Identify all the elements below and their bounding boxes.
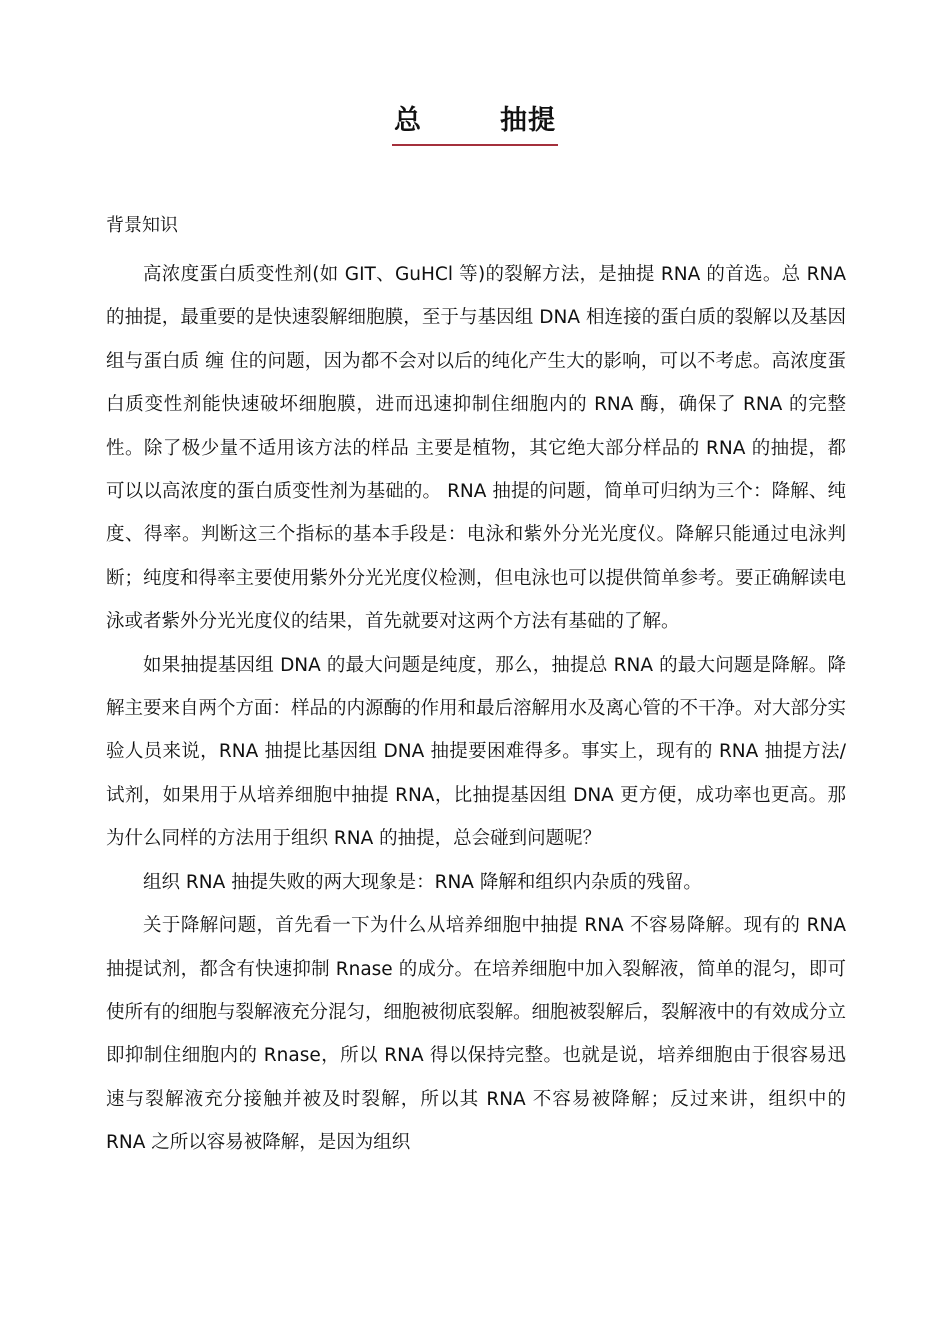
- title-part-2: 抽提: [500, 105, 556, 136]
- title-block: [0, 104, 950, 146]
- paragraph-1: 高浓度蛋白质变性剂(如 GIT、GuHCl 等)的裂解方法，是抽提 RNA 的首选。总 RNA 的抽提，最重要的是快速裂解细胞膜，至于与基因组 DNA 相连接的蛋白质的裂解以及基因组与蛋白质 缠 住的问题，因为都不会对以后的纯化产生大的影响，可以不考虑。高浓度蛋白质变性剂能快速破坏细胞膜，进而迅速抑制住细胞内的 RNA 酶，确保了 RNA 的完整性。除了极少量不适用该方法的样品 主要是植物，其它绝大部分样品的 RNA 的抽提，都可以以高浓度的蛋白质变性剂为基础的。 RNA 抽提的问题，简单可归纳为三个：降解、纯度、得率。判断这三个指标的基本手段是：电泳和紫外分光光度仪。降解只能通过电泳判断；纯度和得率主要使用紫外分光光度仪检测，但电泳也可以提供简单参考。要正确解读电泳或者紫外分光光度仪的结果，首先就要对这两个方法有基础的了解。: [106, 264, 847, 633]
- paragraph-2: 如果抽提基因组 DNA 的最大问题是纯度，那么，抽提总 RNA 的最大问题是降解。降解主要来自两个方面：样品的内源酶的作用和最后溶解用水及离心管的不干净。对大部分实验人员来说，RNA 抽提比基因组 DNA 抽提要困难得多。事实上，现有的 RNA 抽提方法/试剂，如果用于从培养细胞中抽提 RNA，比抽提基因组 DNA 更方便，成功率也更高。那为什么同样的方法用于组织 RNA 的抽提，总会碰到问题呢？: [106, 654, 847, 850]
- paragraph-3: 组织 RNA 抽提失败的两大现象是：RNA 降解和组织内杂质的残留。: [143, 871, 702, 893]
- page-title: [392, 104, 558, 146]
- title-part-1: 总: [394, 105, 422, 136]
- paragraph-4: 关于降解问题，首先看一下为什么从培养细胞中抽提 RNA 不容易降解。现有的 RNA 抽提试剂，都含有快速抑制 Rnase 的成分。在培养细胞中加入裂解液，简单的混匀，即可使所有的细胞与裂解液充分混匀，细胞被彻底裂解。细胞被裂解后，裂解液中的有效成分立即抑制住细胞内的 Rnase，所以 RNA 得以保持完整。也就是说，培养细胞由于很容易迅速与裂解液充分接触并被及时裂解，所以其 RNA 不容易被降解；反过来讲，组织中的 RNA 之所以容易被降解，是因为组织: [106, 915, 847, 1154]
- body-text: [106, 253, 846, 1165]
- section-heading: 背景知识: [106, 215, 178, 236]
